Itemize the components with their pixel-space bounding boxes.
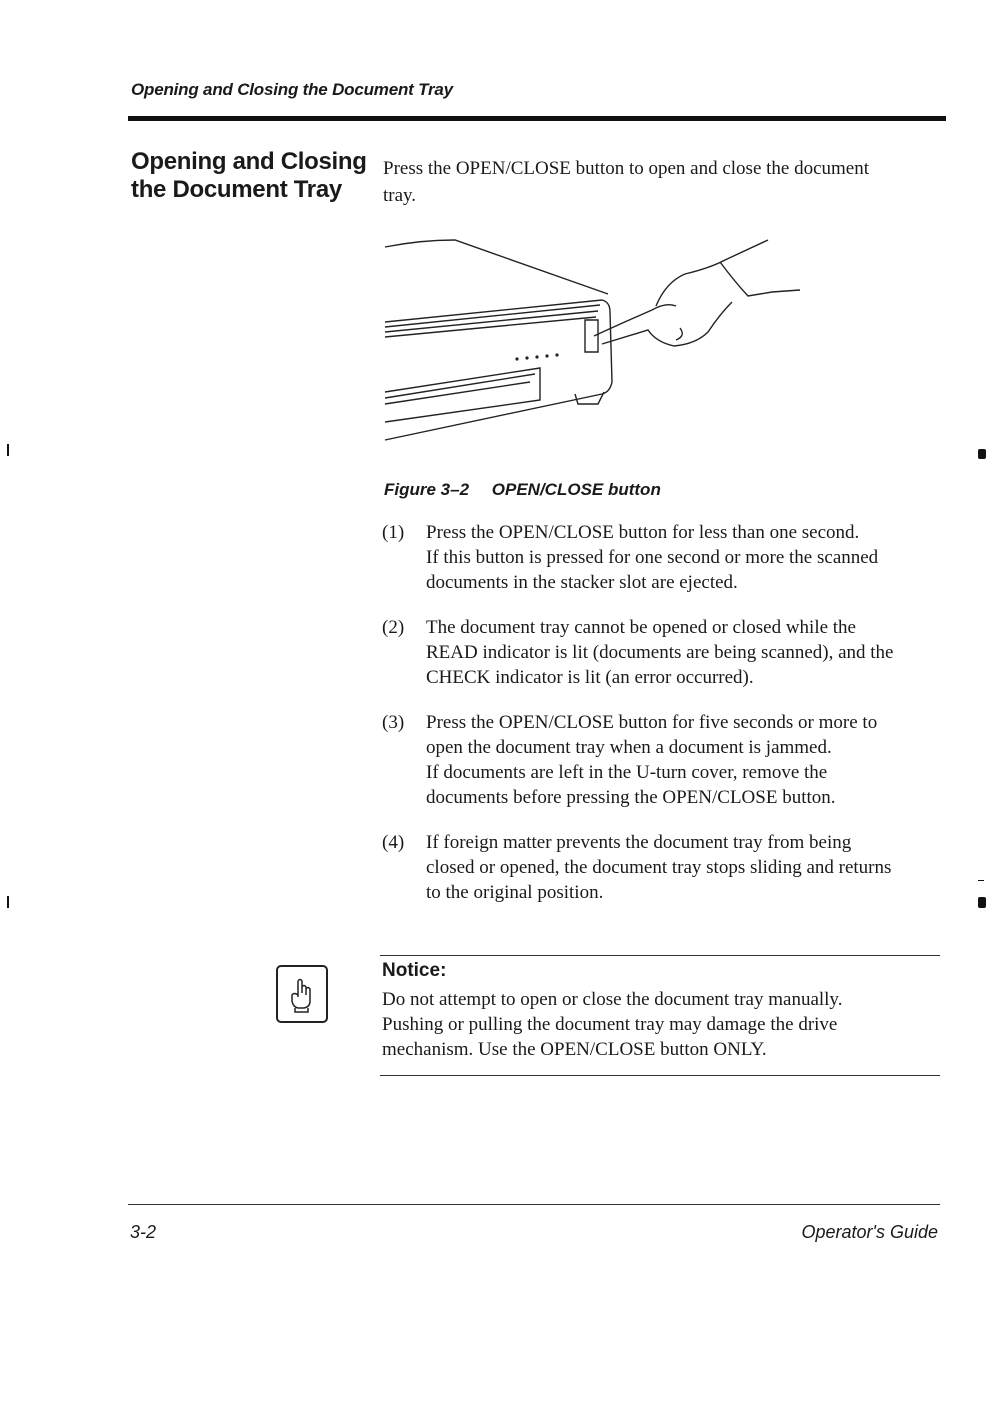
scan-mark <box>7 444 9 456</box>
footer-title: Operator's Guide <box>801 1222 938 1242</box>
figure-caption <box>384 480 661 500</box>
pointing-hand-icon <box>594 240 800 346</box>
step-number: (2) <box>382 617 405 638</box>
step-text-line: Press the OPEN/CLOSE button for five seconds or more to <box>426 712 878 733</box>
step-text-line: CHECK indicator is lit (an error occurred). <box>426 667 754 688</box>
step-text-line: The document tray cannot be opened or closed while the <box>426 617 856 638</box>
notice-label: Notice: <box>382 960 447 981</box>
step-text-line: READ indicator is lit (documents are being scanned), and the <box>426 642 894 663</box>
intro-paragraph <box>383 155 943 209</box>
scanner-tray-illustration <box>385 240 612 440</box>
step-text-line: documents before pressing the OPEN/CLOSE button. <box>426 787 836 808</box>
intro-line-2: tray. <box>383 185 417 206</box>
notice-rule-top <box>380 955 940 956</box>
step-item <box>382 830 942 905</box>
scan-mark <box>978 880 984 881</box>
footer-rule <box>128 1204 940 1205</box>
step-number: (3) <box>382 712 405 733</box>
notice-rule-bottom <box>380 1075 940 1076</box>
figure-caption-text: OPEN/CLOSE button <box>491 480 661 499</box>
running-header: Opening and Closing the Document Tray <box>131 80 453 99</box>
notice-text-line: Pushing or pulling the document tray may damage the drive <box>382 1014 838 1035</box>
header-rule <box>128 116 946 121</box>
scan-mark <box>7 896 9 908</box>
step-text-line: closed or opened, the document tray stops sliding and returns <box>426 857 892 878</box>
section-title-line-2: the Document Tray <box>131 176 342 203</box>
step-text-line: open the document tray when a document is jammed. <box>426 737 832 758</box>
section-title <box>131 148 371 204</box>
scanner-figure <box>380 232 810 452</box>
step-item <box>382 710 942 810</box>
step-number: (1) <box>382 522 405 543</box>
step-text-line: If foreign matter prevents the document tray from being <box>426 832 852 853</box>
notice-text-line: mechanism. Use the OPEN/CLOSE button ONLY. <box>382 1039 767 1060</box>
figure-label: Figure 3–2 <box>384 480 470 499</box>
step-item <box>382 615 942 690</box>
section-title-line-1: Opening and Closing <box>131 148 367 175</box>
notice-text-line: Do not attempt to open or close the document tray manually. <box>382 989 843 1010</box>
notice-text <box>382 987 942 1062</box>
pointing-hand-notice-icon <box>276 965 328 1023</box>
step-item <box>382 520 942 595</box>
step-text-line: to the original position. <box>426 882 604 903</box>
step-text-line: If documents are left in the U-turn cover, remove the <box>426 762 828 783</box>
scan-mark <box>978 449 986 459</box>
step-text-line: documents in the stacker slot are ejected. <box>426 572 738 593</box>
scan-mark <box>978 897 986 908</box>
step-text-line: Press the OPEN/CLOSE button for less than one second. <box>426 522 860 543</box>
intro-line-1: Press the OPEN/CLOSE button to open and close the document <box>383 158 870 179</box>
page-number: 3-2 <box>130 1222 157 1242</box>
steps-list <box>382 520 942 925</box>
step-number: (4) <box>382 832 405 853</box>
step-text-line: If this button is pressed for one second or more the scanned <box>426 547 879 568</box>
